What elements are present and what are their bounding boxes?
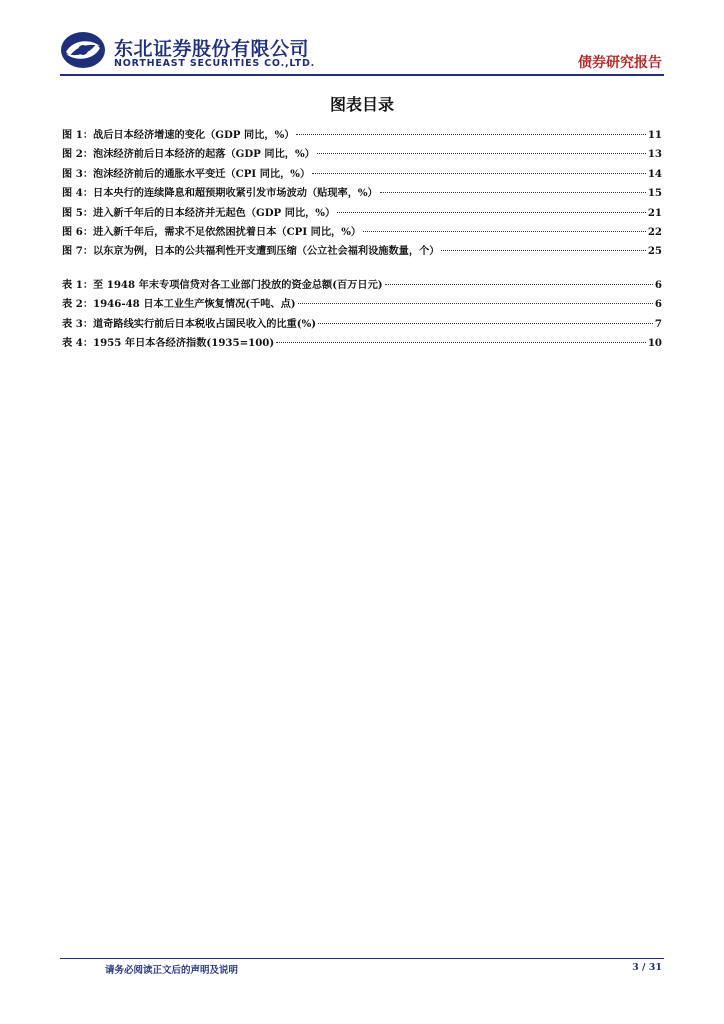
toc-entry-page: 21 — [647, 206, 662, 219]
company-name-en: NORTHEAST SECURITIES CO.,LTD. — [114, 58, 316, 69]
dot-leader — [312, 173, 646, 174]
page-number: 3 / 31 — [632, 962, 662, 973]
toc-entry-table-2[interactable] — [62, 295, 662, 314]
toc-entry-label: 图 3：泡沫经济前后的通胀水平变迁（CPI 同比，%） — [62, 167, 311, 180]
dot-leader — [380, 192, 646, 193]
dot-leader — [385, 284, 653, 285]
footer-divider — [60, 958, 664, 959]
toc-entry-page: 6 — [654, 279, 662, 291]
header-divider — [60, 74, 664, 76]
toc-entry-figure-2[interactable] — [62, 145, 662, 164]
dot-leader — [276, 342, 646, 343]
toc-entry-table-4[interactable] — [62, 334, 662, 353]
toc-entry-page: 13 — [647, 148, 662, 161]
toc-entry-page: 15 — [647, 187, 662, 200]
footer-notice: 请务必阅读正文后的声明及说明 — [105, 965, 239, 976]
toc-entry-figure-4[interactable] — [62, 184, 662, 203]
toc-entry-label: 图 5：进入新千年后的日本经济并无起色（GDP 同比，%） — [62, 206, 336, 219]
toc-entry-label: 表 4：1955 年日本各经济指数(1935=100) — [62, 337, 275, 350]
page-header — [60, 30, 664, 75]
toc-entry-label: 图 1：战后日本经济增速的变化（GDP 同比，%） — [62, 129, 295, 141]
report-type-label: 债券研究报告 — [578, 55, 662, 71]
toc-entry-label: 图 7：以东京为例，日本的公共福利性开支遭到压缩（公立社会福利设施数量，个） — [62, 245, 440, 258]
dot-leader — [337, 212, 646, 213]
toc-entry-page: 22 — [647, 225, 662, 238]
toc-entry-page: 11 — [647, 129, 662, 141]
toc-entry-page: 14 — [647, 167, 662, 180]
toc-entry-label: 表 3：道奇路线实行前后日本税收占国民收入的比重(%) — [62, 317, 317, 330]
dot-leader — [296, 134, 645, 135]
toc-entry-table-3[interactable] — [62, 315, 662, 334]
toc-entry-figure-7[interactable] — [62, 242, 662, 261]
dot-leader — [298, 303, 653, 304]
dot-leader — [363, 231, 646, 232]
toc-entry-page: 6 — [654, 298, 662, 311]
toc-entry-figure-3[interactable] — [62, 165, 662, 184]
dot-leader — [317, 153, 646, 154]
toc-entry-label: 图 6：进入新千年后，需求不足依然困扰着日本（CPI 同比，%） — [62, 225, 362, 238]
toc-entry-figure-6[interactable] — [62, 223, 662, 242]
toc-entry-page: 7 — [654, 317, 662, 330]
figure-list — [62, 126, 662, 262]
toc-entry-page: 10 — [647, 337, 662, 350]
toc-entry-figure-5[interactable] — [62, 204, 662, 223]
toc-entry-page: 25 — [647, 245, 662, 258]
toc-entry-figure-1[interactable] — [62, 126, 662, 145]
company-name-cn: 东北证券股份有限公司 — [114, 38, 310, 60]
dot-leader — [441, 250, 645, 251]
toc-title: 图表目录 — [329, 95, 394, 114]
toc-entry-label: 图 4：日本央行的连续降息和超预期收紧引发市场波动（贴现率，%） — [62, 187, 378, 200]
toc-entry-label: 图 2：泡沫经济前后日本经济的起落（GDP 同比，%） — [62, 148, 315, 161]
toc-entry-label: 表 1：至 1948 年末专项信贷对各工业部门投放的资金总额(百万日元) — [62, 279, 383, 291]
toc-entry-label: 表 2：1946-48 日本工业生产恢复情况(千吨、点) — [62, 298, 296, 311]
dot-leader — [318, 323, 653, 324]
northeast-securities-logo-icon — [60, 30, 106, 70]
toc-entry-table-1[interactable] — [62, 276, 662, 295]
table-list — [62, 276, 662, 354]
